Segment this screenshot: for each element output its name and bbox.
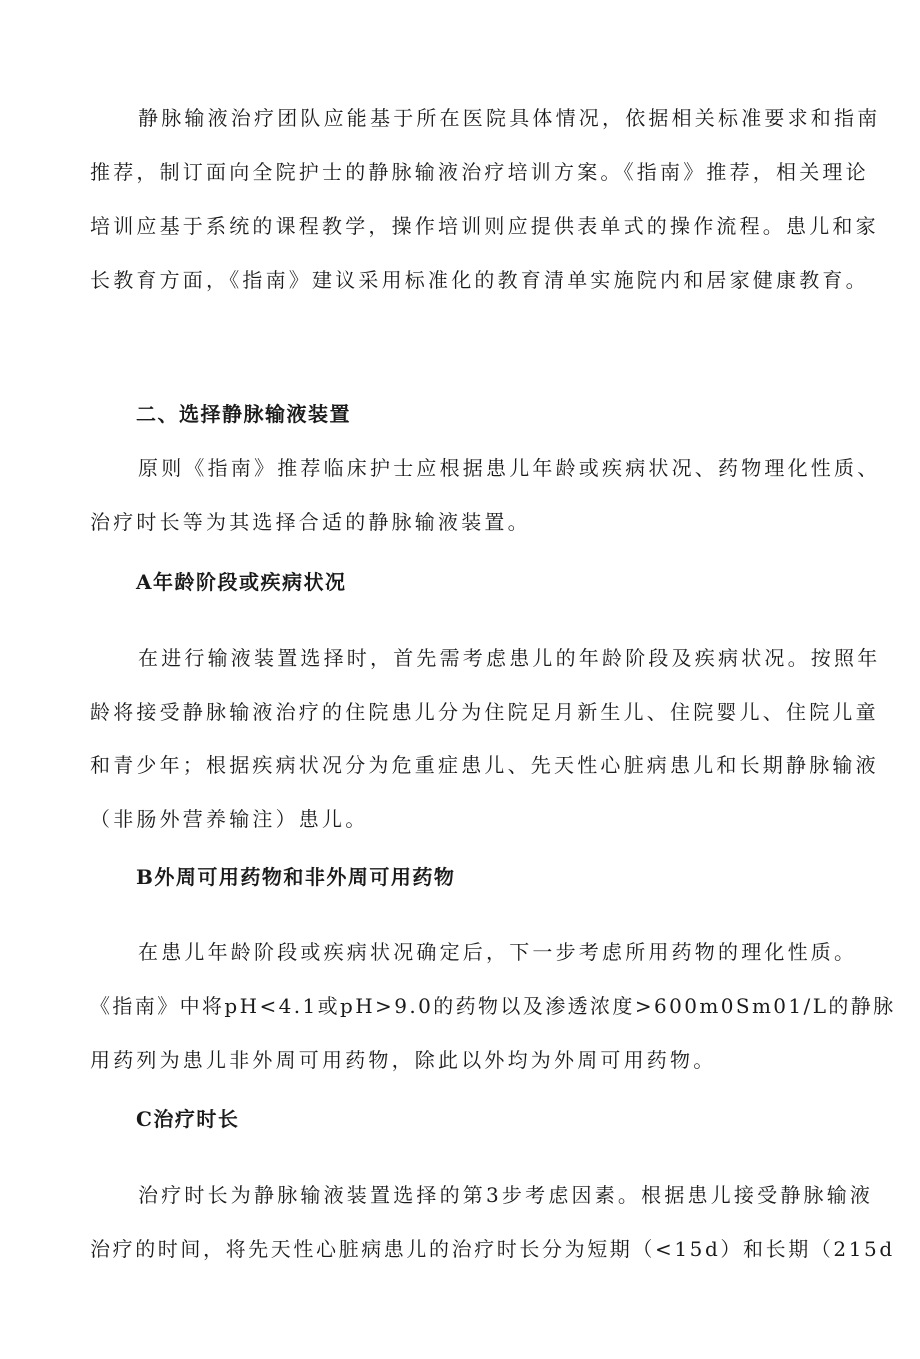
intro-line-2: 推荐，制订面向全院护士的静脉输液治疗培训方案。《指南》推荐，相关理论 [90,160,869,184]
subheading-a: A年龄阶段或疾病状况 [136,570,347,594]
sub-c-line-2: 治疗的时间，将先天性心脏病患儿的治疗时长分为短期（<15d）和长期（215d [90,1237,895,1261]
section-para-line-1: 原则《指南》推荐临床护士应根据患儿年龄或疾病状况、药物理化性质、 [138,456,881,480]
sub-a-line-2: 龄将接受静脉输液治疗的住院患儿分为住院足月新生儿、住院婴儿、住院儿童 [90,700,879,724]
section-heading: 二、选择静脉输液装置 [136,402,351,426]
intro-line-1: 静脉输液治疗团队应能基于所在医院具体情况，依据相关标准要求和指南 [138,106,881,130]
sub-b-line-1: 在患儿年龄阶段或疾病状况确定后，下一步考虑所用药物的理化性质。 [138,940,858,964]
section-para-line-2: 治疗时长等为其选择合适的静脉输液装置。 [90,510,531,534]
subheading-c: C治疗时长 [136,1107,240,1131]
sub-c-line-1: 治疗时长为静脉输液装置选择的第3步考虑因素。根据患儿接受静脉输液 [138,1183,874,1207]
sub-a-line-3: 和青少年；根据疾病状况分为危重症患儿、先天性心脏病患儿和长期静脉输液 [90,753,879,777]
sub-b-line-3: 用药列为患儿非外周可用药物，除此以外均为外周可用药物。 [90,1048,717,1072]
sub-a-line-4: （非肠外营养输注）患儿。 [90,807,369,831]
sub-b-line-2: 《指南》中将pH<4.1或pH>9.0的药物以及渗透浓度>600m0Sm01/L的静脉 [90,994,896,1018]
intro-line-4: 长教育方面，《指南》建议采用标准化的教育清单实施院内和居家健康教育。 [90,268,869,292]
intro-line-3: 培训应基于系统的课程教学，操作培训则应提供表单式的操作流程。患儿和家 [90,214,879,238]
sub-a-line-1: 在进行输液装置选择时，首先需考虑患儿的年龄阶段及疾病状况。按照年 [138,646,881,670]
subheading-b: B外周可用药物和非外周可用药物 [136,865,456,889]
